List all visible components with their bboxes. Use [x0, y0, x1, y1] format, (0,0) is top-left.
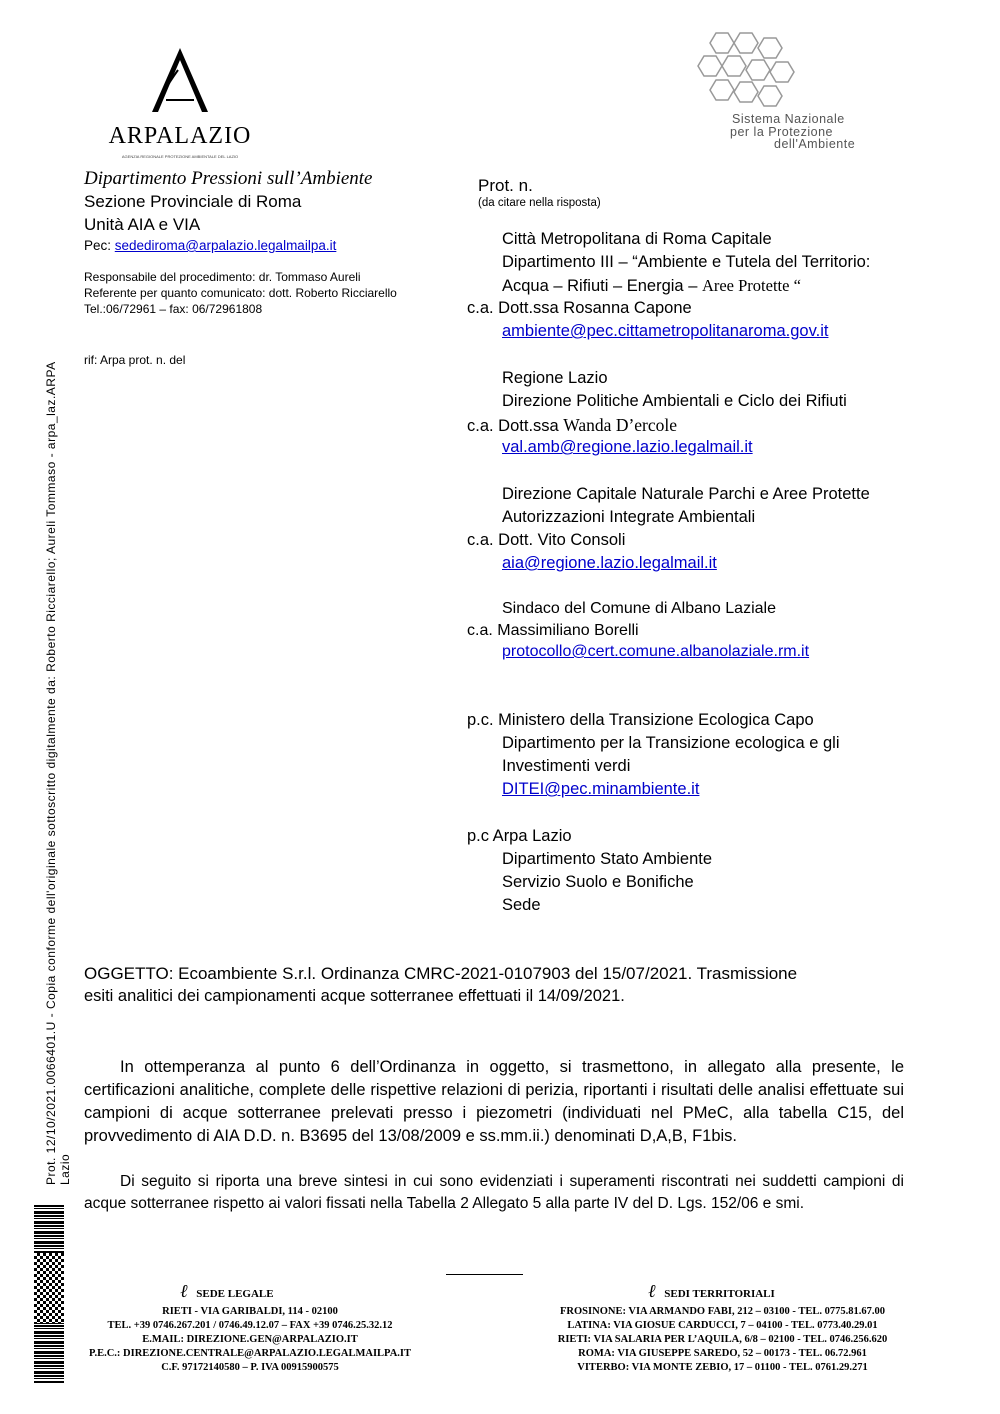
- pc1-line3: Investimenti verdi: [502, 757, 631, 775]
- prot-note: (da citare nella risposta): [478, 197, 601, 209]
- recipient3-line2: Autorizzazioni Integrate Ambientali: [502, 508, 756, 526]
- pen-icon-2: ℓ: [648, 1281, 656, 1301]
- footer-left-pec: P.E.C.: DIREZIONE.CENTRALE@ARPALAZIO.LEGALMAILPA.IT: [89, 1348, 411, 1359]
- arpalazio-logo: [100, 40, 260, 159]
- recipient1-line3a: Acqua – Rifiuti – Energia –: [502, 277, 702, 295]
- subject-line1: OGGETTO: Ecoambiente S.r.l. Ordinanza CMRC-2021-0107903 del 15/07/2021. Trasmissione: [84, 964, 798, 983]
- recipient3-line1: Direzione Capitale Naturale Parchi e Aree Protette: [502, 485, 870, 503]
- footer-left-email: E.MAIL: DIREZIONE.GEN@ARPALAZIO.IT: [142, 1334, 358, 1345]
- sender-tel: Tel.:06/72961 – fax: 06/72961808: [84, 302, 263, 316]
- hexagon-network-icon: [696, 28, 806, 118]
- sender-section: Sezione Provinciale di Roma: [84, 192, 302, 211]
- sender-department: Dipartimento Pressioni sull’Ambiente: [84, 168, 373, 189]
- recipient4-ca: c.a. Massimiliano Borelli: [467, 622, 639, 639]
- pc2-line3: Servizio Suolo e Bonifiche: [502, 873, 694, 891]
- footer-right-title-text: SEDI TERRITORIALI: [664, 1288, 775, 1300]
- recipient4-email[interactable]: protocollo@cert.comune.albanolaziale.rm.it: [502, 643, 810, 660]
- recipient1-email[interactable]: ambiente@pec.cittametropolitanaroma.gov.it: [502, 322, 829, 340]
- side-protocol-text: Prot. 12/10/2021.0066401.U - Copia conforme dell'originale sottoscritto digitalmente da: Roberto Ricciarello; Aureli Tommaso - arpa_laz.ARPA: [44, 361, 58, 1185]
- sender-referent: Referente per quanto comunicato: dott. Roberto Ricciarello: [84, 286, 397, 300]
- snpa-line1: Sistema Nazionale: [732, 112, 845, 126]
- footer-left-title-text: SEDE LEGALE: [196, 1288, 274, 1300]
- sender-pec-link[interactable]: sedediroma@arpalazio.legalmailpa.it: [114, 238, 337, 253]
- footer-right-frosinone: FROSINONE: VIA ARMANDO FABI, 212 – 03100 - TEL. 0775.81.67.00: [560, 1306, 885, 1317]
- recipient2-ca-a: c.a. Dott.ssa: [467, 417, 564, 435]
- sender-responsible: Responsabile del procedimento: dr. Tommaso Aureli: [84, 270, 361, 284]
- pc2-line2: Dipartimento Stato Ambiente: [502, 850, 713, 868]
- pc2-line1: p.c Arpa Lazio: [467, 827, 572, 845]
- footer-right-rieti: RIETI: VIA SALARIA PER L’AQUILA, 6/8 – 02100 - TEL. 0746.256.620: [557, 1334, 888, 1345]
- arpalazio-logo-text: ARPALAZIO: [108, 123, 252, 149]
- body-paragraph-2: Di seguito si riporta una breve sintesi in cui sono evidenziati i superamenti riscontrati nei suddetti campioni di acque sotterranee rispetto ai valori fissati nella Tabella 2 Allegato 5 alla parte IV del D. Lgs. 152/06 e smi.: [84, 1173, 904, 1212]
- recipient1-ca: c.a. Dott.ssa Rosanna Capone: [467, 299, 692, 317]
- recipient2-line1: Regione Lazio: [502, 369, 608, 387]
- footer-right-latina: LATINA: VIA GIOSUE CARDUCCI, 7 – 04100 - TEL. 0773.40.29.01: [567, 1320, 878, 1331]
- footer-right-block: [525, 1305, 920, 1375]
- sender-unit: Unità AIA e VIA: [84, 215, 201, 234]
- side-protocol-text-2: Lazio: [58, 1153, 72, 1185]
- recipient1-line2: Dipartimento III – “Ambiente e Tutela del Territorio:: [502, 253, 871, 271]
- recipient2-ca: [467, 415, 677, 436]
- pen-icon: ℓ: [180, 1281, 188, 1301]
- pc1-line2: Dipartimento per la Transizione ecologica e gli: [502, 734, 840, 752]
- footer-right-title: [648, 1281, 775, 1301]
- recipient3-ca: c.a. Dott. Vito Consoli: [467, 531, 626, 549]
- footer-left-cf: C.F. 97172140580 – P. IVA 00915900575: [161, 1362, 339, 1373]
- footer-left-tel: TEL. +39 0746.267.201 / 0746.49.12.07 – FAX +39 0746.25.32.12: [107, 1320, 393, 1331]
- footer-right-viterbo: VITERBO: VIA MONTE ZEBIO, 17 – 01100 - TEL. 0761.29.271: [577, 1362, 868, 1373]
- pc1-line1: p.c. Ministero della Transizione Ecologica Capo: [467, 711, 814, 729]
- pc1-email[interactable]: DITEI@pec.minambiente.it: [502, 780, 700, 798]
- snpa-line2: per la Protezione: [730, 125, 834, 139]
- recipient3-email[interactable]: aia@regione.lazio.legalmail.it: [502, 554, 717, 572]
- recipient2-email[interactable]: val.amb@regione.lazio.legalmail.it: [502, 438, 753, 456]
- footer-left-block: [60, 1305, 440, 1375]
- footer-left-address: RIETI - VIA GARIBALDI, 114 - 02100: [162, 1306, 338, 1317]
- footer-right-roma: ROMA: VIA GIUSEPPE SAREDO, 52 – 00173 - TEL. 06.72.961: [578, 1348, 867, 1359]
- subject-line2: esiti analitici dei campionamenti acque sotterranee effettuati il 14/09/2021.: [84, 987, 625, 1005]
- recipient1-line3: [502, 276, 801, 296]
- sender-rif: rif: Arpa prot. n. del: [84, 353, 186, 367]
- recipient4-line1: Sindaco del Comune di Albano Laziale: [502, 600, 776, 617]
- pc2-line4: Sede: [502, 896, 541, 914]
- arpalazio-logo-subtext: AGENZIA REGIONALE PROTEZIONE AMBIENTALE DEL LAZIO: [121, 154, 239, 159]
- footer-divider: [446, 1274, 523, 1275]
- prot-label: Prot. n.: [478, 176, 533, 195]
- snpa-line3: dell'Ambiente: [774, 137, 856, 151]
- sender-pec-label: Pec:: [84, 238, 115, 253]
- snpa-logo: [690, 28, 910, 153]
- recipient1-line1: Città Metropolitana di Roma Capitale: [502, 230, 772, 248]
- sender-pec-line: [84, 238, 336, 253]
- arpalazio-a-icon: [100, 40, 260, 120]
- body-paragraph-1: In ottemperanza al punto 6 dell’Ordinanza in oggetto, si trasmettono, in allegato alla presente, le certificazioni analitiche, complete delle rispettive relazioni di perizia, riportanti i risultati delle analisi effettuate sui campioni di acque sotterranee prelevati presso i piezometri (individuati nel PMeC, alla tabella C15, del provvedimento di AIA D.D. n. B3695 del 13/08/2009 e ss.mm.ii.) denominati D,A,B, F1bis.: [84, 1058, 904, 1145]
- recipient1-line3b: Aree Protette “: [701, 276, 801, 295]
- recipient2-ca-b: Wanda D’ercole: [563, 415, 678, 435]
- recipient2-line2: Direzione Politiche Ambientali e Ciclo dei Rifiuti: [502, 392, 847, 410]
- footer-left-title: [180, 1281, 274, 1301]
